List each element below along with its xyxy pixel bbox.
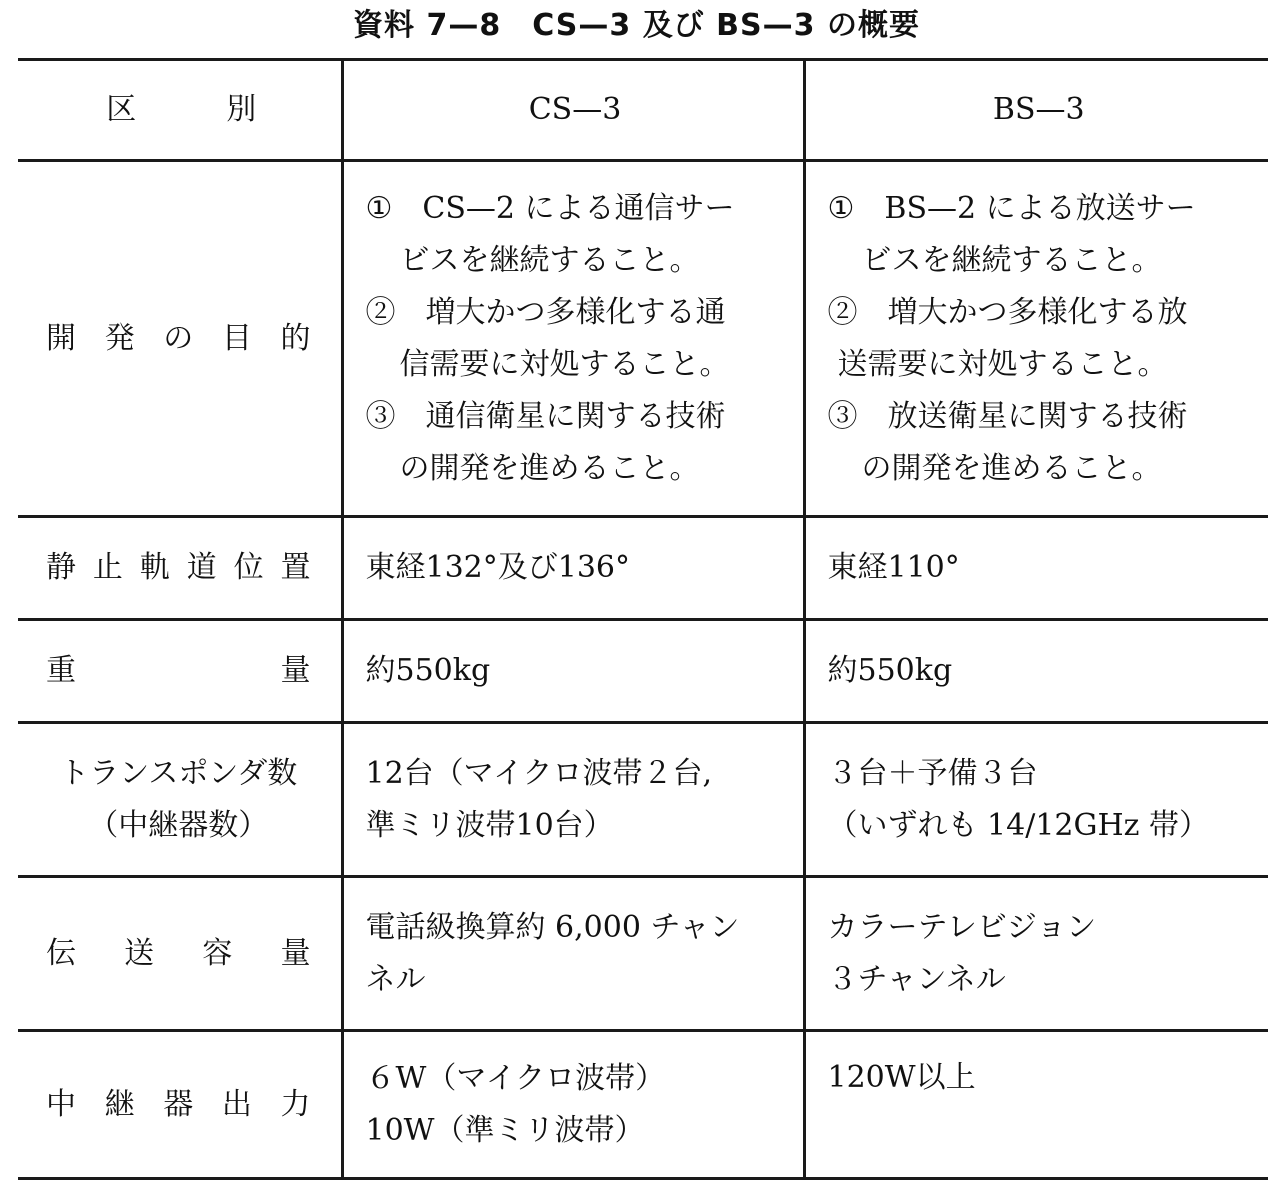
orbit-cs3: 東経132°及び136° <box>342 517 804 620</box>
purpose-cs3-item3-line1: ③ 通信衛星に関する技術 <box>365 398 726 434</box>
header-row <box>18 60 1268 161</box>
header-category: 区 別 <box>18 60 342 161</box>
weight-bs3: 約550kg <box>804 620 1268 723</box>
capacity-label: 伝 送 容 量 <box>18 877 342 1031</box>
transponders-bs3-line1: ３台＋予備３台 <box>827 755 1038 791</box>
transponders-bs3-line2: （いずれも 14/12GHz 帯） <box>827 807 1209 843</box>
row-purpose <box>18 161 1268 517</box>
transponders-label <box>18 723 342 877</box>
purpose-bs3-item2-line2: 送需要に対処すること。 <box>837 346 1168 382</box>
purpose-bs3-item1-line1: ① BS—2 による放送サー <box>827 190 1196 226</box>
capacity-cs3-line1: 電話級換算約 6,000 チャン <box>365 909 740 945</box>
capacity-bs3-line1: カラーテレビジョン <box>827 909 1097 945</box>
row-transponders <box>18 723 1268 877</box>
capacity-bs3 <box>804 877 1268 1031</box>
weight-label: 重 量 <box>18 620 342 723</box>
row-orbit <box>18 517 1268 620</box>
output-cs3-line2: 10W（準ミリ波帯） <box>365 1112 645 1148</box>
purpose-bs3-item2-line1: ② 増大かつ多様化する放 <box>827 294 1188 330</box>
purpose-label: 開 発 の 目 的 <box>18 161 342 517</box>
transponders-cs3-line2: 準ミリ波帯10台） <box>365 807 614 843</box>
capacity-bs3-line2: ３チャンネル <box>827 961 1006 997</box>
purpose-cs3-item2-line1: ② 増大かつ多様化する通 <box>365 294 726 330</box>
transponders-label-line1: トランスポンダ数 <box>59 755 298 791</box>
header-bs3: BS—3 <box>804 60 1268 161</box>
purpose-cs3-item1-line2: ビスを継続すること。 <box>399 242 700 278</box>
output-bs3 <box>804 1031 1268 1179</box>
transponders-cs3 <box>342 723 804 877</box>
purpose-cs3-item2-line2: 信需要に対処すること。 <box>399 346 730 382</box>
output-label: 中 継 器 出 力 <box>18 1031 342 1179</box>
row-weight <box>18 620 1268 723</box>
transponders-cs3-line1: 12台（マイクロ波帯２台, <box>365 755 713 791</box>
header-cs3: CS—3 <box>342 60 804 161</box>
capacity-cs3-line2: ネル <box>365 961 426 997</box>
purpose-bs3 <box>804 161 1268 517</box>
capacity-cs3 <box>342 877 804 1031</box>
weight-cs3: 約550kg <box>342 620 804 723</box>
transponders-label-line2: （中継器数） <box>88 807 269 843</box>
orbit-label: 静止軌道位置 <box>18 517 342 620</box>
row-capacity <box>18 877 1268 1031</box>
output-cs3-line1: ６W（マイクロ波帯） <box>365 1060 666 1096</box>
output-cs3 <box>342 1031 804 1179</box>
purpose-cs3-item1-line1: ① CS—2 による通信サー <box>365 190 735 226</box>
row-output <box>18 1031 1268 1179</box>
orbit-bs3: 東経110° <box>804 517 1268 620</box>
overview-table <box>18 58 1268 1180</box>
purpose-cs3-item3-line2: の開発を進めること。 <box>399 450 700 486</box>
output-bs3-value: 120W以上 <box>827 1060 976 1095</box>
purpose-cs3 <box>342 161 804 517</box>
purpose-bs3-item3-line1: ③ 放送衛星に関する技術 <box>827 398 1188 434</box>
document-title: 資料 7—8 CS—3 及び BS—3 の概要 <box>353 8 920 43</box>
purpose-bs3-item1-line2: ビスを継続すること。 <box>861 242 1162 278</box>
transponders-bs3 <box>804 723 1268 877</box>
purpose-bs3-item3-line2: の開発を進めること。 <box>861 450 1162 486</box>
